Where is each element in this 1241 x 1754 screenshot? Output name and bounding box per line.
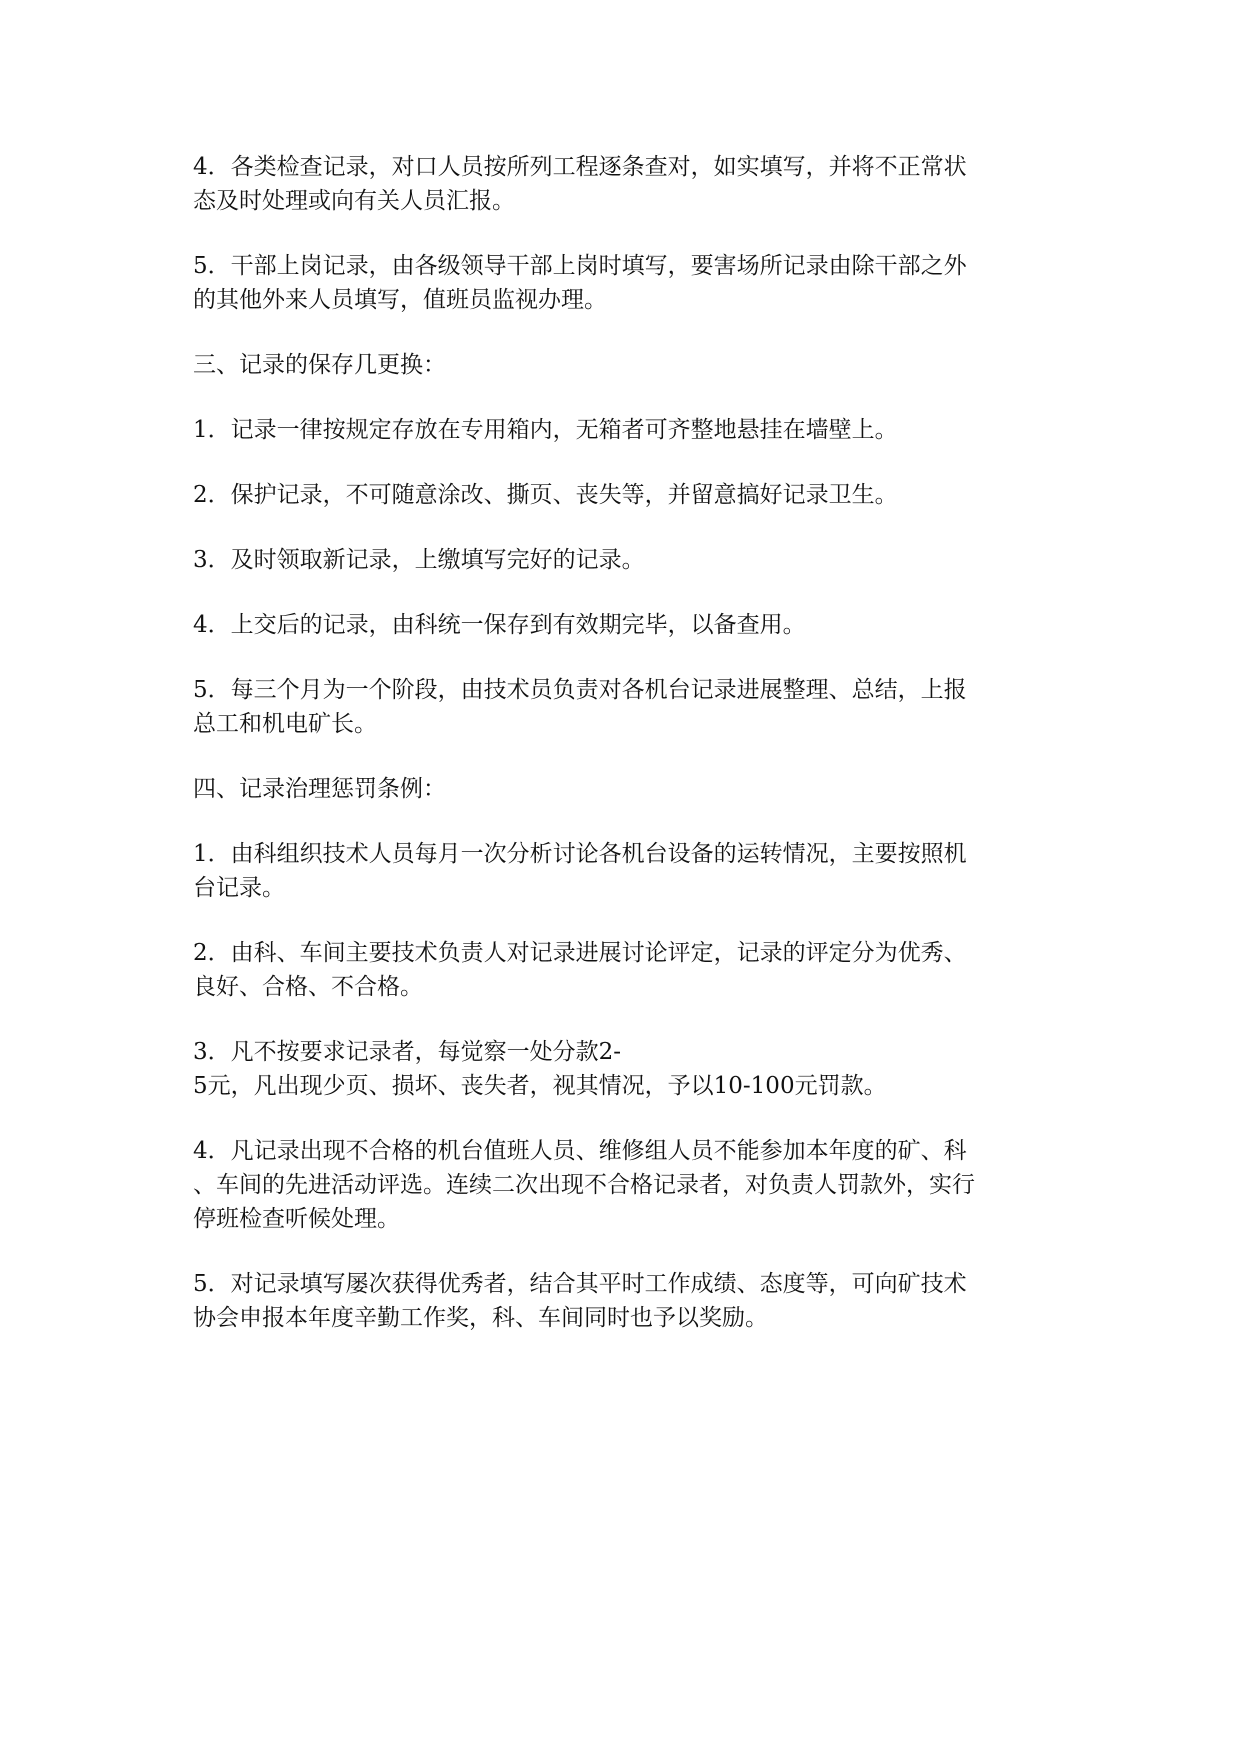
heading-text: 三、记录的保存几更换： bbox=[193, 352, 446, 378]
document-body bbox=[193, 150, 1038, 1366]
text-line: 2．保护记录，不可随意涂改、撕页、丧失等，并留意搞好记录卫生。 bbox=[193, 482, 898, 508]
text-line: 5．干部上岗记录，由各级领导干部上岗时填写，要害场所记录由除干部之外 bbox=[193, 253, 967, 279]
text-line: 4．上交后的记录，由科统一保存到有效期完毕，以备查用。 bbox=[193, 612, 806, 638]
text-line: 、车间的先进活动评选。连续二次出现不合格记录者，对负责人罚款外，实行 bbox=[193, 1172, 975, 1198]
text-line: 停班检查听候处理。 bbox=[193, 1206, 400, 1232]
paragraph-4-5 bbox=[193, 1267, 1038, 1335]
paragraph-3-1 bbox=[193, 413, 1038, 447]
text-line: 1．记录一律按规定存放在专用箱内，无箱者可齐整地悬挂在墙壁上。 bbox=[193, 417, 898, 443]
paragraph-5-cadre-records bbox=[193, 249, 1038, 317]
text-line: 5．对记录填写屡次获得优秀者，结合其平时工作成绩、态度等，可向矿技术 bbox=[193, 1271, 967, 1297]
text-line: 3．凡不按要求记录者，每觉察一处分款2- bbox=[193, 1039, 622, 1065]
heading-text: 四、记录治理惩罚条例： bbox=[193, 776, 446, 802]
paragraph-3-3 bbox=[193, 543, 1038, 577]
text-line: 4．各类检查记录，对口人员按所列工程逐条查对，如实填写，并将不正常状 bbox=[193, 154, 967, 180]
paragraph-4-1 bbox=[193, 837, 1038, 905]
text-line: 协会申报本年度辛勤工作奖，科、车间同时也予以奖励。 bbox=[193, 1305, 768, 1331]
text-line: 总工和机电矿长。 bbox=[193, 711, 377, 737]
section-heading-4 bbox=[193, 772, 1038, 806]
text-line: 4．凡记录出现不合格的机台值班人员、维修组人员不能参加本年度的矿、科 bbox=[193, 1138, 967, 1164]
text-line: 5元，凡出现少页、损坏、丧失者，视其情况，予以10-100元罚款。 bbox=[193, 1073, 887, 1099]
text-line: 2．由科、车间主要技术负责人对记录进展讨论评定，记录的评定分为优秀、 bbox=[193, 940, 967, 966]
paragraph-4-2 bbox=[193, 936, 1038, 1004]
text-line: 台记录。 bbox=[193, 875, 285, 901]
paragraph-4-inspection-records bbox=[193, 150, 1038, 218]
text-line: 1．由科组织技术人员每月一次分析讨论各机台设备的运转情况，主要按照机 bbox=[193, 841, 967, 867]
text-line: 的其他外来人员填写，值班员监视办理。 bbox=[193, 287, 607, 313]
paragraph-3-4 bbox=[193, 608, 1038, 642]
text-line: 3．及时领取新记录，上缴填写完好的记录。 bbox=[193, 547, 645, 573]
text-line: 5．每三个月为一个阶段，由技术员负责对各机台记录进展整理、总结，上报 bbox=[193, 677, 967, 703]
text-line: 良好、合格、不合格。 bbox=[193, 974, 423, 1000]
paragraph-3-5 bbox=[193, 673, 1038, 741]
paragraph-4-4 bbox=[193, 1134, 1038, 1236]
section-heading-3 bbox=[193, 348, 1038, 382]
text-line: 态及时处理或向有关人员汇报。 bbox=[193, 188, 515, 214]
paragraph-3-2 bbox=[193, 478, 1038, 512]
paragraph-4-3 bbox=[193, 1035, 1038, 1103]
